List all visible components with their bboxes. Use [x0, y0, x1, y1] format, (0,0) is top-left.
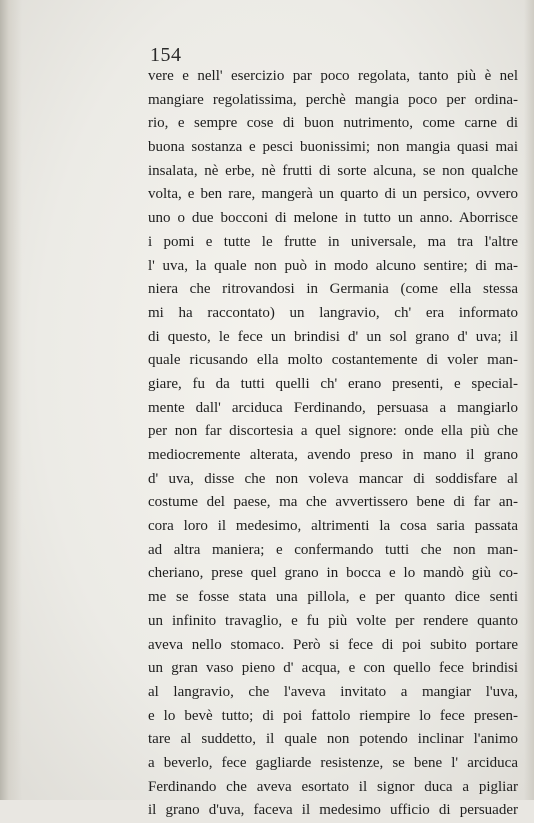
text-line: uno o due bocconi di melone in tutto un anno. Aborrisce — [148, 210, 518, 227]
text-line: cora loro il medesimo, altrimenti la cosa saria passata — [148, 518, 518, 535]
body-text — [148, 65, 518, 823]
text-line: rio, e sempre cose di buon nutrimento, come carne di — [148, 115, 518, 132]
text-line: il grano d'uva, faceva il medesimo ufficio di persuader — [148, 802, 518, 819]
text-line: per non far discortesia a quel signore: onde ella più che — [148, 423, 518, 440]
text-line: aveva nello stomaco. Però si fece di poi subito portare — [148, 636, 518, 653]
text-line: d' uva, disse che non voleva mancar di soddisfare al — [148, 470, 518, 487]
text-line: ad altra maniera; e confermando tutti che non man- — [148, 541, 518, 558]
text-line: l' uva, la quale non può in modo alcuno sentire; di ma- — [148, 257, 518, 274]
text-line: me se fosse stata una pillola, e per quanto dice senti — [148, 589, 518, 606]
text-line: mi ha raccontato) un langravio, ch' era informato — [148, 304, 518, 321]
text-line: volta, e ben rare, mangerà un quarto di un persico, ovvero — [148, 186, 518, 203]
text-line: costume del paese, ma che avvertissero bene di far an- — [148, 494, 518, 511]
page-edge-shadow — [524, 0, 534, 800]
text-line: i pomi e tutte le frutte in universale, ma tra l'altre — [148, 233, 518, 250]
text-line: Ferdinando che aveva esortato il signor duca a pigliar — [148, 778, 518, 795]
text-line: un infinito travaglio, e fu più volte per rendere quanto — [148, 612, 518, 629]
text-line: giare, fu da tutti quelli ch' erano presenti, e special- — [148, 375, 518, 392]
text-line: niera che ritrovandosi in Germania (come ella stessa — [148, 281, 518, 298]
text-line: vere e nell' esercizio par poco regolata, tanto più è nel — [148, 68, 518, 84]
text-line: quale ricusando ella molto costantemente di voler man- — [148, 352, 518, 369]
text-line: mangiare regolatissima, perchè mangia poco per ordina- — [148, 91, 518, 108]
text-line: al langravio, che l'aveva invitato a mangiar l'uva, — [148, 683, 518, 700]
text-line: tare al suddetto, il quale non potendo inclinar l'animo — [148, 731, 518, 748]
text-line: mente dall' arciduca Ferdinando, persuasa a mangiarlo — [148, 399, 518, 416]
text-line: mediocremente alterata, avendo preso in mano il grano — [148, 447, 518, 463]
page-number: 154 — [150, 44, 182, 66]
page-binding-shadow — [0, 0, 22, 800]
text-line: un gran vaso pieno d' acqua, e con quello fece brindisi — [148, 660, 518, 677]
text-line: insalata, nè erbe, nè frutti di sorte alcuna, se non qualche — [148, 162, 518, 179]
text-line: di questo, le fece un brindisi d' un sol grano d' uva; il — [148, 328, 518, 345]
text-line: buona sostanza e pesci buonissimi; non mangia quasi mai — [148, 139, 518, 156]
text-line: e lo bevè tutto; di poi fattolo riempire lo fece presen- — [148, 707, 518, 724]
text-line: cheriano, prese quel grano in bocca e lo mandò giù co- — [148, 565, 518, 582]
text-line: a beverlo, fece gagliarde resistenze, se bene l' arciduca — [148, 754, 518, 771]
